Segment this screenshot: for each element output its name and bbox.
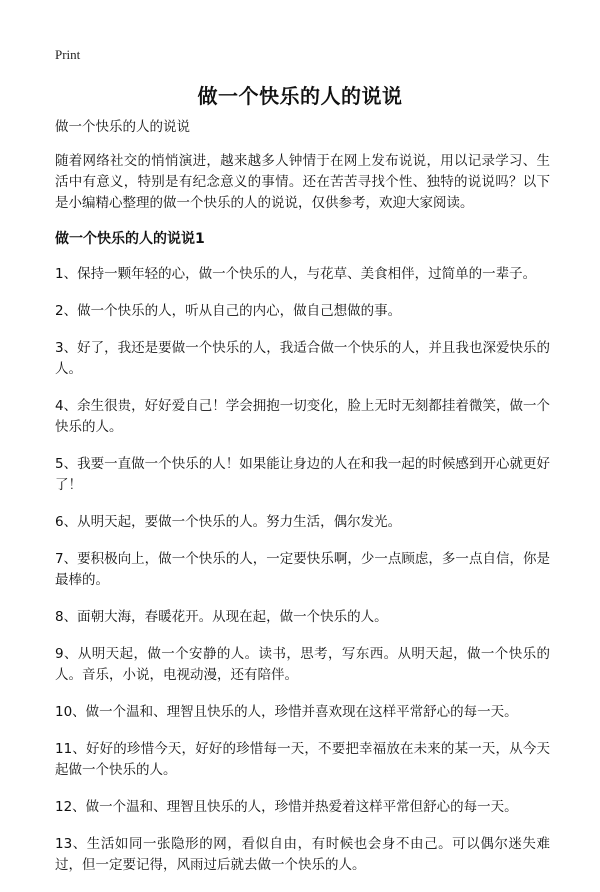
list-item: 4、余生很贵，好好爱自己！学会拥抱一切变化，脸上无时无刻都挂着微笑，做一个快乐的人。 <box>55 398 550 435</box>
page-title: 做一个快乐的人的说说 <box>197 84 403 108</box>
list-item: 6、从明天起，要做一个快乐的人。努力生活，偶尔发光。 <box>55 514 402 530</box>
article-subtitle: 做一个快乐的人的说说 <box>55 119 190 135</box>
intro-paragraph: 随着网络社交的悄悄演进，越来越多人钟情于在网上发布说说，用以记录学习、生活中有意义，特别是有纪念意义的事情。还在苦苦寻找个性、独特的说说吗？以下是小编精心整理的做一个快乐的人的说说，仅供参考，欢迎大家阅读。 <box>55 153 550 211</box>
list-item: 1、保持一颗年轻的心，做一个快乐的人，与花草、美食相伴，过简单的一辈子。 <box>55 266 537 282</box>
list-item: 13、生活如同一张隐形的网，看似自由，有时候也会身不由己。可以偶尔迷失难过，但一定要记得，风雨过后就去做一个快乐的人。 <box>55 836 550 873</box>
list-item: 2、做一个快乐的人，听从自己的内心，做自己想做的事。 <box>55 303 402 319</box>
list-item: 5、我要一直做一个快乐的人！如果能让身边的人在和我一起的时候感到开心就更好了！ <box>55 456 550 493</box>
list-item: 12、做一个温和、理智且快乐的人，珍惜并热爱着这样平常但舒心的每一天。 <box>55 799 518 815</box>
article-body <box>55 117 550 892</box>
print-link[interactable]: Print <box>55 47 81 62</box>
list-item: 8、面朝大海，春暖花开。从现在起，做一个快乐的人。 <box>55 609 388 625</box>
list-item: 11、好好的珍惜今天，好好的珍惜每一天，不要把幸福放在未来的某一天，从今天起做一个快乐的人。 <box>55 741 550 778</box>
list-item: 10、做一个温和、理智且快乐的人，珍惜并喜欢现在这样平常舒心的每一天。 <box>55 704 518 720</box>
list-item: 3、好了，我还是要做一个快乐的人，我适合做一个快乐的人，并且我也深爱快乐的人。 <box>55 340 550 377</box>
list-item: 7、要积极向上，做一个快乐的人，一定要快乐啊，少一点顾虑，多一点自信，你是最棒的。 <box>55 551 550 588</box>
list-item: 9、从明天起，做一个安静的人。读书，思考，写东西。从明天起，做一个快乐的人。音乐，小说，电视动漫，还有陪伴。 <box>55 646 550 683</box>
section-heading: 做一个快乐的人的说说1 <box>55 231 205 247</box>
